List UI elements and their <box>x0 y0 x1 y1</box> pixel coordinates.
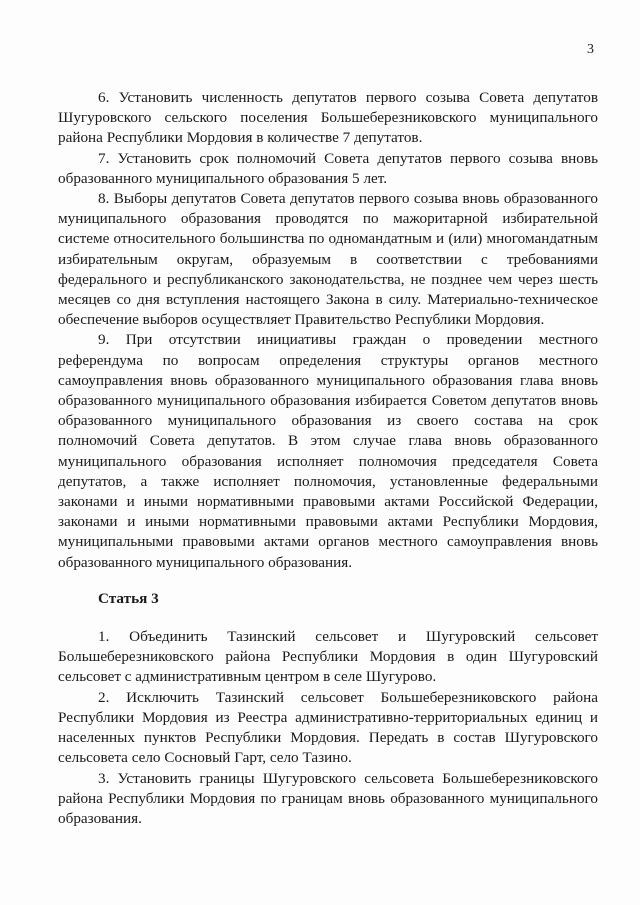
article-3-item-2: 2. Исключить Тазинский сельсовет Большеберезниковского района Республики Мордовия из Реестра административно-территориальных единиц и населенных пунктов Республики Мордовия. Передать в состав Шугуровского сельсовета село Сосновый Гарт, село Тазино. <box>58 688 598 767</box>
paragraph-9: 9. При отсутствии инициативы граждан о проведении местного референдума по вопросам определения структуры органов местного самоуправления вновь образованного муниципального образования глава вновь образованного муниципального образования избирается Советом депутатов вновь образованного муниципального образования из своего состава на срок полномочий Совета депутатов. В этом случае глава вновь образованного муниципального образования исполняет полномочия председателя Совета депутатов, а также исполняет полномочия, установленные федеральными законами и иными нормативными правовыми актами Российской Федерации, законами и иными нормативными правовыми актами Республики Мордовия, муниципальными правовыми актами органов местного самоуправления вновь образованного муниципального образования. <box>58 331 598 571</box>
paragraph-6: 6. Установить численность депутатов первого созыва Совета депутатов Шугуровского сельского поселения Большеберезниковского муниципального района Республики Мордовия в количестве 7 депутатов. <box>58 89 598 147</box>
article-heading: Статья 3 <box>98 589 159 607</box>
page-number: 3 <box>587 42 594 57</box>
paragraph-8: 8. Выборы депутатов Совета депутатов первого созыва вновь образованного муниципального образования проводятся по мажоритарной избирательной системе относительного большинства по одномандатным и (или) многомандатным избирательным округам, образуемым в соответствии с требованиями федерального и республиканского законодательства, не позднее чем через шесть месяцев со дня вступления настоящего Закона в силу. Материально-техническое обеспечение выборов осуществляет Правительство Республики Мордовия. <box>58 190 598 329</box>
paragraph-7: 7. Установить срок полномочий Совета депутатов первого созыва вновь образованного муниципального образования 5 лет. <box>58 149 598 187</box>
article-3-item-3: 3. Установить границы Шугуровского сельсовета Большеберезниковского района Республики Мордовия по границам вновь образованного муниципального образования. <box>58 769 598 827</box>
document-body <box>58 88 598 829</box>
article-3-item-1: 1. Объединить Тазинский сельсовет и Шугуровский сельсовет Большеберезниковского района Республики Мордовия в один Шугуровский сельсовет с административным центром в селе Шугурово. <box>58 628 598 686</box>
